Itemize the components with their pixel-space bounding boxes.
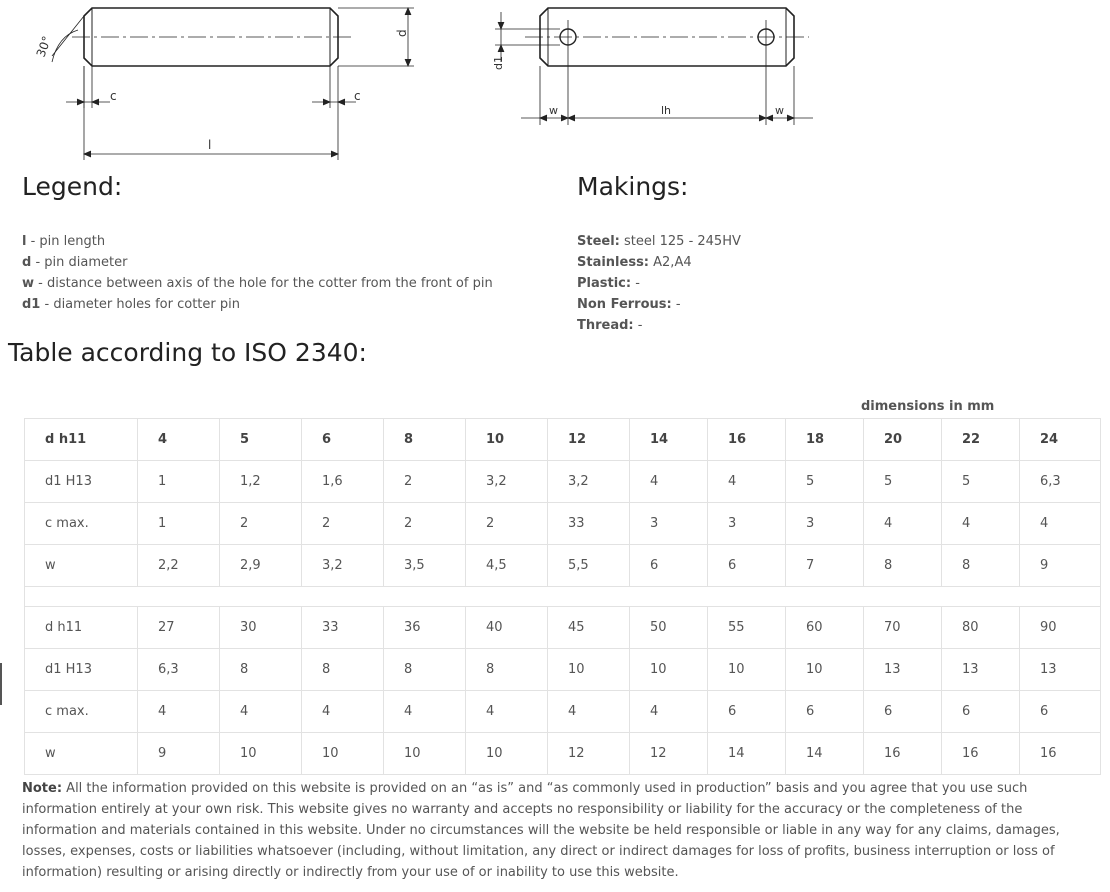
table-cell: 5,5 — [548, 545, 630, 587]
table-cell: 5 — [942, 461, 1020, 503]
dim-c-left-label: c — [110, 89, 117, 103]
table-cell: 4 — [548, 691, 630, 733]
table-cell: 4 — [708, 461, 786, 503]
table-row — [25, 649, 1101, 691]
table-cell: 4 — [630, 691, 708, 733]
table-row — [25, 503, 1101, 545]
table-cell: 55 — [708, 607, 786, 649]
table-cell: 4,5 — [466, 545, 548, 587]
table-cell: 10 — [786, 649, 864, 691]
table-cell: 13 — [1020, 649, 1101, 691]
table-cell: 3 — [786, 503, 864, 545]
table-cell: 4 — [630, 461, 708, 503]
table-cell: 14 — [630, 419, 708, 461]
table-cell: 27 — [138, 607, 220, 649]
spacer-cell — [25, 587, 1101, 607]
table-row — [25, 545, 1101, 587]
table-cell: 16 — [864, 733, 942, 775]
table-row — [25, 461, 1101, 503]
unit-note: dimensions in mm — [861, 399, 995, 414]
table-cell: 4 — [942, 503, 1020, 545]
dim-d1-label: d1 — [492, 56, 505, 70]
legend-item: d1 - diameter holes for cotter pin — [22, 297, 240, 312]
table-cell: 2,9 — [220, 545, 302, 587]
table-cell: 70 — [864, 607, 942, 649]
table-cell: 9 — [138, 733, 220, 775]
row-label-cell: c max. — [25, 691, 138, 733]
table-cell: 22 — [942, 419, 1020, 461]
table-cell: 12 — [548, 733, 630, 775]
makings-list — [577, 231, 1077, 336]
row-label-cell: w — [25, 545, 138, 587]
table-cell: 12 — [630, 733, 708, 775]
table-cell: 6,3 — [1020, 461, 1101, 503]
table-cell: 6 — [864, 691, 942, 733]
table-cell: 4 — [220, 691, 302, 733]
pin-drawing-left — [30, 0, 430, 165]
table-cell: 4 — [138, 691, 220, 733]
table-cell: 4 — [138, 419, 220, 461]
makings-item: Stainless: A2,A4 — [577, 255, 692, 270]
table-cell: 33 — [548, 503, 630, 545]
table-cell: 2 — [466, 503, 548, 545]
table-cell: 1 — [138, 461, 220, 503]
table-cell: 6 — [708, 545, 786, 587]
table-cell: 16 — [708, 419, 786, 461]
table-cell: 8 — [384, 649, 466, 691]
table-cell: 3 — [708, 503, 786, 545]
makings-item: Plastic: - — [577, 276, 640, 291]
table-cell: 2 — [384, 461, 466, 503]
table-cell: 60 — [786, 607, 864, 649]
table-cell: 90 — [1020, 607, 1101, 649]
legend-heading: Legend: — [22, 172, 123, 201]
table-cell: 24 — [1020, 419, 1101, 461]
table-cell: 8 — [942, 545, 1020, 587]
table-cell: 20 — [864, 419, 942, 461]
dim-l-label: l — [208, 138, 212, 152]
table-cell: 10 — [548, 649, 630, 691]
makings-item: Non Ferrous: - — [577, 297, 681, 312]
table-cell: 4 — [864, 503, 942, 545]
table-cell: 13 — [864, 649, 942, 691]
table-cell: 2,2 — [138, 545, 220, 587]
dim-w-left-label: w — [549, 104, 558, 117]
row-label-cell: d1 H13 — [25, 461, 138, 503]
table-cell: 33 — [302, 607, 384, 649]
pin-drawing-right — [485, 0, 825, 130]
row-label-cell: d1 H13 — [25, 649, 138, 691]
table-cell: 40 — [466, 607, 548, 649]
dim-lh-label: lh — [661, 104, 672, 117]
table-cell: 10 — [302, 733, 384, 775]
dim-w-right-label: w — [775, 104, 784, 117]
table-cell: 4 — [302, 691, 384, 733]
legend-item: d - pin diameter — [22, 255, 128, 270]
table-cell: 6 — [1020, 691, 1101, 733]
table-cell: 6 — [630, 545, 708, 587]
table-cell: 6,3 — [138, 649, 220, 691]
legend-item: w - distance between axis of the hole for the cotter from the front of pin — [22, 276, 493, 291]
row-label-cell: d h11 — [25, 607, 138, 649]
table-cell: 10 — [466, 419, 548, 461]
table-cell: 36 — [384, 607, 466, 649]
table-cell: 2 — [302, 503, 384, 545]
row-label-cell: c max. — [25, 503, 138, 545]
table-cell: 14 — [708, 733, 786, 775]
table-cell: 1,6 — [302, 461, 384, 503]
table-cell: 6 — [708, 691, 786, 733]
dimensions-table — [24, 418, 1101, 775]
table-cell: 3,5 — [384, 545, 466, 587]
table-cell: 4 — [1020, 503, 1101, 545]
row-label-cell: d h11 — [25, 419, 138, 461]
legend-item: l - pin length — [22, 234, 106, 249]
table-cell: 2 — [220, 503, 302, 545]
table-cell: 13 — [942, 649, 1020, 691]
row-label-cell: w — [25, 733, 138, 775]
table-cell: 10 — [466, 733, 548, 775]
table-cell: 8 — [384, 419, 466, 461]
table-cell: 10 — [630, 649, 708, 691]
legend-list — [22, 231, 542, 315]
table-cell: 7 — [786, 545, 864, 587]
table-cell: 8 — [864, 545, 942, 587]
table-row — [25, 607, 1101, 649]
table-cell: 6 — [302, 419, 384, 461]
table-cell: 18 — [786, 419, 864, 461]
table-cell: 4 — [466, 691, 548, 733]
table-cell: 80 — [942, 607, 1020, 649]
table-cell: 5 — [220, 419, 302, 461]
table-cell: 5 — [786, 461, 864, 503]
table-cell: 6 — [942, 691, 1020, 733]
table-cell: 10 — [384, 733, 466, 775]
table-cell: 30 — [220, 607, 302, 649]
table-cell: 2 — [384, 503, 466, 545]
disclaimer-note: Note: All the information provided on this website is provided on an “as is” and “as commonly used in production” basis and you agree that you use such information entirely at your own risk. This website gives no warranty and accepts no responsibility or liability for the accuracy or the completeness of the information and materials contained in this website. Under no circumstances will the website be held responsible or liable in any way for any claims, damages, losses, expenses, costs or liabilities whatsoever (including, without limitation, any direct or indirect damages for loss of profits, business interruption or loss of information) resulting or arising directly or indirectly from your use of or inability to use this website. — [22, 781, 1060, 880]
table-cell: 1,2 — [220, 461, 302, 503]
table-cell: 8 — [302, 649, 384, 691]
table-cell: 5 — [864, 461, 942, 503]
table-cell: 16 — [1020, 733, 1101, 775]
dim-c-right-label: c — [354, 89, 361, 103]
table-cell: 8 — [220, 649, 302, 691]
table-cell: 3 — [630, 503, 708, 545]
table-cell: 3,2 — [548, 461, 630, 503]
angle-label: 30° — [33, 34, 55, 60]
table-header-row — [25, 419, 1101, 461]
table-cell: 14 — [786, 733, 864, 775]
table-cell: 10 — [708, 649, 786, 691]
table-cell: 3,2 — [302, 545, 384, 587]
table-cell: 50 — [630, 607, 708, 649]
table-cell: 10 — [220, 733, 302, 775]
table-row — [25, 733, 1101, 775]
table-cell: 6 — [786, 691, 864, 733]
makings-heading: Makings: — [577, 172, 689, 201]
table-row — [25, 691, 1101, 733]
left-edge-mark — [0, 663, 2, 705]
table-cell: 12 — [548, 419, 630, 461]
table-cell: 1 — [138, 503, 220, 545]
table-heading: Table according to ISO 2340: — [8, 338, 367, 367]
dim-d-label: d — [395, 29, 409, 37]
table-cell: 45 — [548, 607, 630, 649]
table-cell: 4 — [384, 691, 466, 733]
makings-item: Thread: - — [577, 318, 643, 333]
table-cell: 9 — [1020, 545, 1101, 587]
makings-item: Steel: steel 125 - 245HV — [577, 234, 741, 249]
table-cell: 8 — [466, 649, 548, 691]
table-spacer-row — [25, 587, 1101, 607]
table-cell: 3,2 — [466, 461, 548, 503]
table-cell: 16 — [942, 733, 1020, 775]
